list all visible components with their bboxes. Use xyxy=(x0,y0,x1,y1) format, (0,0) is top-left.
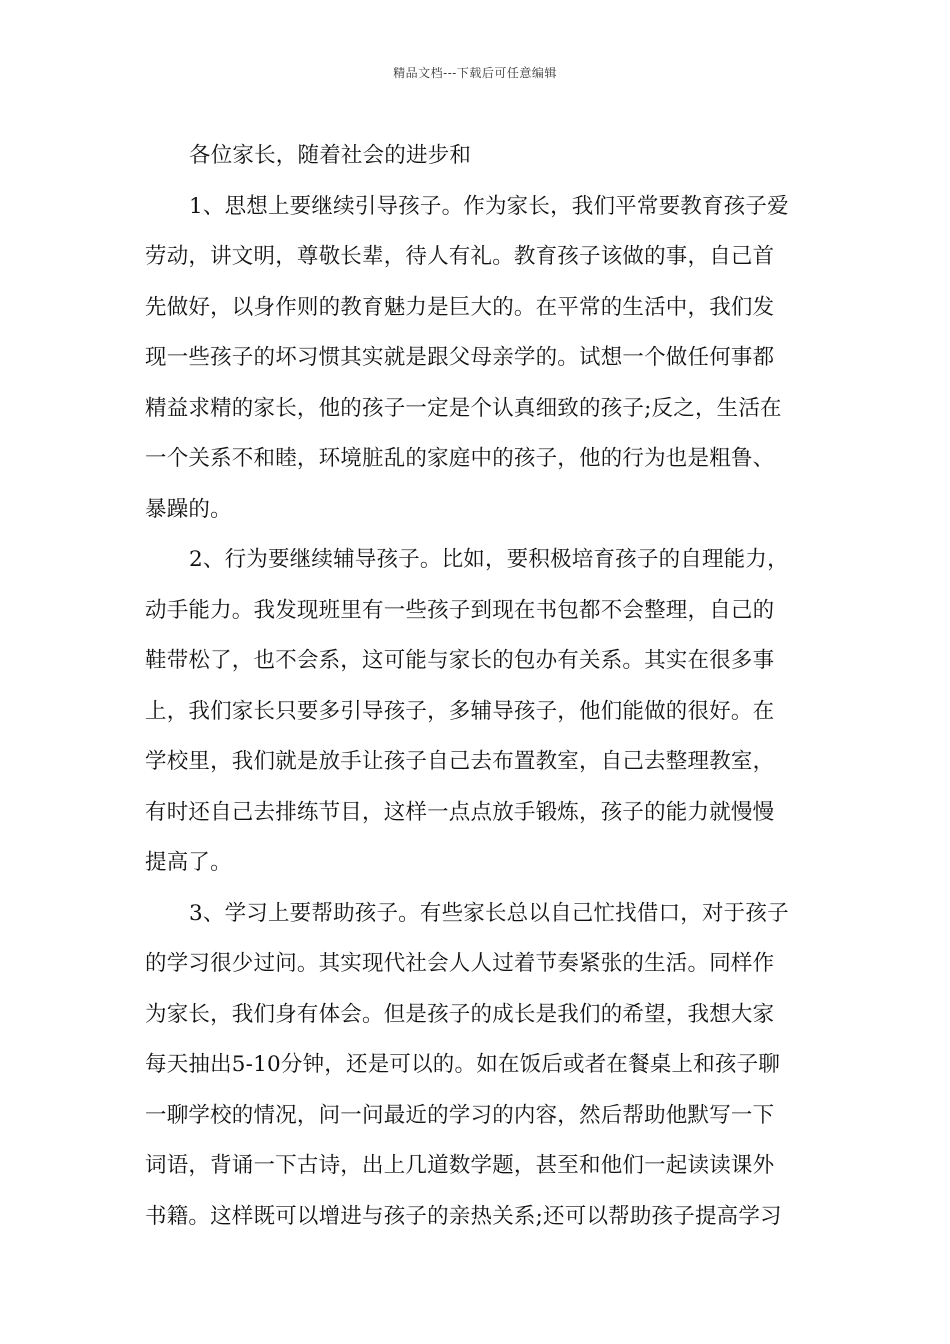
paragraph-line: 一聊学校的情况，问一问最近的学习的内容，然后帮助他默写一下 xyxy=(145,1102,775,1128)
paragraph-line: 学校里，我们就是放手让孩子自己去布置教室，自己去整理教室， xyxy=(145,749,775,774)
paragraph-line: 1、思想上要继续引导孩子。作为家长，我们平常要教育孩子爱 xyxy=(189,193,789,219)
paragraph-line: 提高了。 xyxy=(145,850,232,875)
paragraph-line: 一个关系不和睦，环境脏乱的家庭中的孩子，他的行为也是粗鲁、 xyxy=(145,446,775,471)
paragraph-line: 精益求精的家长，他的孩子一定是个认真细致的孩子;反之，生活在 xyxy=(145,395,782,421)
paragraph-line: 上，我们家长只要多引导孩子，多辅导孩子，他们能做的很好。在 xyxy=(145,698,775,724)
paragraph-line: 的学习很少过问。其实现代社会人人过着节奏紧张的生活。同样作 xyxy=(145,951,775,976)
paragraph-line: 现一些孩子的坏习惯其实就是跟父母亲学的。试想一个做任何事都 xyxy=(145,345,775,370)
page-header: 精品文档---下载后可任意编辑 xyxy=(393,66,557,80)
paragraph-line: 2、行为要继续辅导孩子。比如，要积极培育孩子的自理能力， xyxy=(189,547,789,572)
paragraph-line: 暴躁的。 xyxy=(145,496,232,522)
paragraph-line: 书籍。这样既可以增进与孩子的亲热关系;还可以帮助孩子提高学习 xyxy=(145,1203,782,1229)
paragraph-line: 动手能力。我发现班里有一些孩子到现在书包都不会整理，自己的 xyxy=(145,597,775,623)
paragraph-line: 鞋带松了，也不会系，这可能与家长的包办有关系。其实在很多事 xyxy=(145,648,775,673)
paragraph-line: 词语，背诵一下古诗，出上几道数学题，甚至和他们一起读读课外 xyxy=(145,1153,775,1178)
paragraph-line: 有时还自己去排练节目，这样一点点放手锻炼，孩子的能力就慢慢 xyxy=(145,799,775,825)
paragraph-line: 劳动，讲文明，尊敬长辈，待人有礼。教育孩子该做的事，自己首 xyxy=(145,244,775,269)
paragraph-line: 为家长，我们身有体会。但是孩子的成长是我们的希望，我想大家 xyxy=(145,1001,775,1027)
document-body xyxy=(145,131,807,1242)
paragraph-line: 每天抽出5-10分钟，还是可以的。如在饭后或者在餐桌上和孩子聊 xyxy=(145,1052,781,1077)
paragraph-line: 各位家长，随着社会的进步和 xyxy=(189,143,472,168)
paragraph-line: 3、学习上要帮助孩子。有些家长总以自己忙找借口，对于孩子 xyxy=(189,900,789,926)
paragraph-line: 先做好，以身作则的教育魅力是巨大的。在平常的生活中，我们发 xyxy=(145,294,775,320)
